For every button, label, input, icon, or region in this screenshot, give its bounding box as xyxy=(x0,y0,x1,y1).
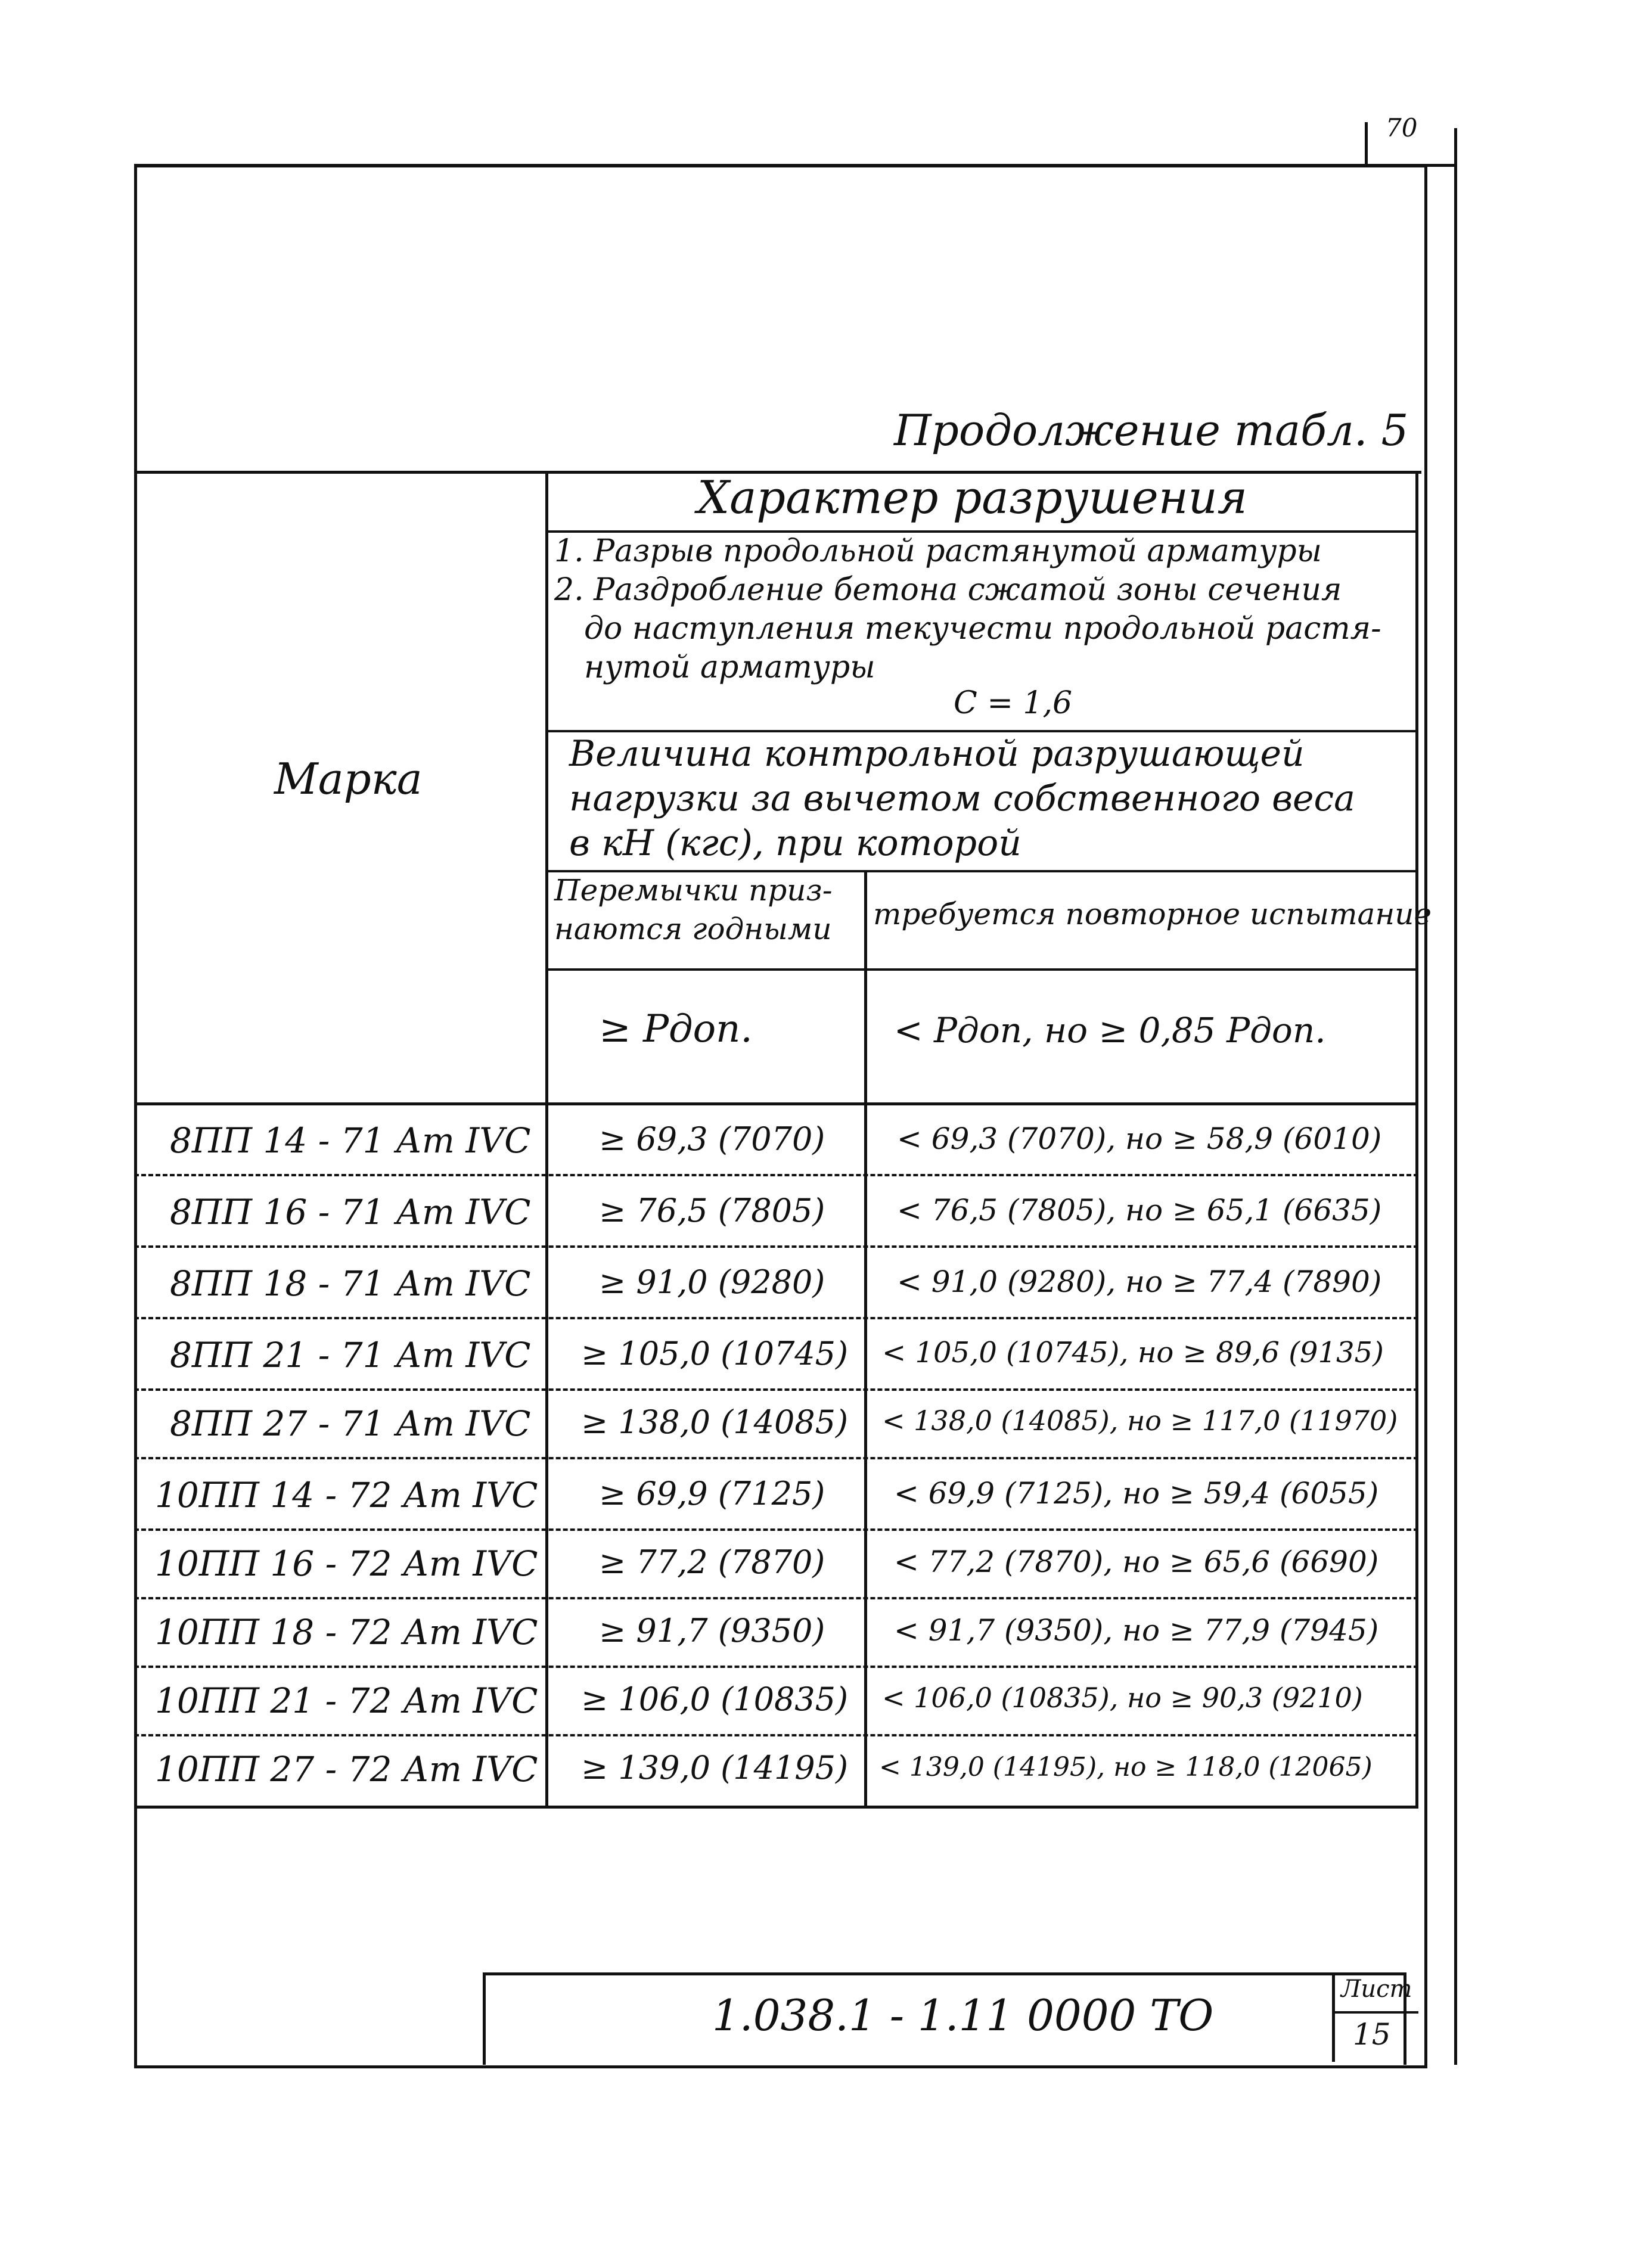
row-retest-value: < 69,3 (7070), но ≥ 58,9 (6010) xyxy=(897,1121,1382,1156)
retest-condition: < Рдоп, но ≥ 0,85 Рдоп. xyxy=(894,1010,1326,1051)
sheet-number: 15 xyxy=(1353,2017,1391,2052)
row-separator xyxy=(134,1388,1418,1391)
row-mark: 10ПП 21 - 72 Ат IVC xyxy=(155,1680,538,1721)
row-mark: 8ПП 16 - 71 Ат IVC xyxy=(170,1192,531,1232)
row-retest-value: < 138,0 (14085), но ≥ 117,0 (11970) xyxy=(882,1405,1398,1437)
failure-type-header: Характер разрушения xyxy=(697,471,1248,524)
row-accept-value: ≥ 139,0 (14195) xyxy=(581,1749,849,1787)
row-accept-value: ≥ 69,9 (7125) xyxy=(599,1475,825,1512)
row-separator xyxy=(134,1317,1418,1319)
row-accept-value: ≥ 76,5 (7805) xyxy=(599,1192,825,1229)
failure-line-3: до наступления текучести продольной растя- xyxy=(584,611,1381,647)
row-mark: 8ПП 18 - 71 Ат IVC xyxy=(170,1263,531,1304)
accept-condition: ≥ Рдоп. xyxy=(599,1007,753,1051)
header-line-4 xyxy=(545,968,1418,971)
load-line-2: нагрузки за вычетом собственного веса xyxy=(569,778,1355,819)
row-retest-value: < 106,0 (10835), но ≥ 90,3 (9210) xyxy=(882,1682,1363,1714)
sheet-cell-divider xyxy=(1332,2011,1418,2014)
sheet-label: Лист xyxy=(1341,1975,1412,2003)
table-caption: Продолжение табл. 5 xyxy=(894,405,1409,455)
header-line-3 xyxy=(545,870,1418,872)
header-bottom-border xyxy=(134,1102,1418,1105)
row-mark: 8ПП 27 - 71 Ат IVC xyxy=(170,1403,531,1444)
row-separator xyxy=(134,1528,1418,1531)
page-number-divider xyxy=(1365,122,1368,167)
row-separator xyxy=(134,1666,1418,1668)
row-mark: 8ПП 21 - 71 Ат IVC xyxy=(170,1335,531,1375)
row-accept-value: ≥ 77,2 (7870) xyxy=(599,1543,825,1581)
row-accept-value: ≥ 138,0 (14085) xyxy=(581,1403,849,1441)
row-retest-value: < 91,7 (9350), но ≥ 77,9 (7945) xyxy=(894,1613,1379,1648)
accept-header-line-1: Перемычки приз- xyxy=(554,873,833,908)
row-retest-value: < 139,0 (14195), но ≥ 118,0 (12065) xyxy=(879,1752,1373,1782)
header-line-2 xyxy=(545,730,1418,732)
row-retest-value: < 69,9 (7125), но ≥ 59,4 (6055) xyxy=(894,1476,1379,1511)
mark-column-divider xyxy=(545,471,548,1809)
row-separator xyxy=(134,1597,1418,1599)
row-accept-value: ≥ 69,3 (7070) xyxy=(599,1120,825,1158)
accept-header-line-2: наются годными xyxy=(554,912,832,946)
row-mark: 10ПП 16 - 72 Ат IVC xyxy=(155,1543,538,1584)
row-mark: 10ПП 14 - 72 Ат IVC xyxy=(155,1475,538,1515)
row-retest-value: < 76,5 (7805), но ≥ 65,1 (6635) xyxy=(897,1193,1382,1228)
row-retest-value: < 91,0 (9280), но ≥ 77,4 (7890) xyxy=(897,1265,1382,1299)
failure-line-4: нутой арматуры xyxy=(584,650,875,685)
row-accept-value: ≥ 106,0 (10835) xyxy=(581,1680,849,1718)
row-mark: 10ПП 27 - 72 Ат IVC xyxy=(155,1749,538,1789)
row-separator xyxy=(134,1734,1418,1736)
header-line-1 xyxy=(545,530,1418,533)
retest-header: требуется повторное испытание xyxy=(873,897,1432,931)
page-number: 70 xyxy=(1386,113,1418,142)
table-bottom-border xyxy=(134,1806,1418,1809)
coefficient-value: С = 1,6 xyxy=(954,685,1073,721)
load-line-1: Величина контрольной разрушающей xyxy=(569,733,1305,775)
document-code: 1.038.1 - 1.11 0000 ТО xyxy=(712,1990,1214,2040)
load-line-3: в кН (кгс), при которой xyxy=(569,822,1021,864)
row-separator xyxy=(134,1457,1418,1459)
row-separator xyxy=(134,1245,1418,1248)
failure-line-1: 1. Разрыв продольной растянутой арматуры xyxy=(554,533,1322,569)
right-margin-line xyxy=(1454,128,1457,2065)
row-mark: 8ПП 14 - 71 Ат IVC xyxy=(170,1120,531,1161)
row-accept-value: ≥ 105,0 (10745) xyxy=(581,1335,849,1372)
row-retest-value: < 105,0 (10745), но ≥ 89,6 (9135) xyxy=(882,1336,1384,1369)
row-retest-value: < 77,2 (7870), но ≥ 65,6 (6690) xyxy=(894,1545,1379,1579)
failure-line-2: 2. Раздробление бетона сжатой зоны сечения xyxy=(554,572,1342,608)
row-mark: 10ПП 18 - 72 Ат IVC xyxy=(155,1612,538,1652)
row-accept-value: ≥ 91,0 (9280) xyxy=(599,1263,825,1301)
row-accept-value: ≥ 91,7 (9350) xyxy=(599,1612,825,1649)
frame-top-extension xyxy=(1421,164,1457,167)
mark-column-header: Марка xyxy=(274,754,423,804)
title-block-divider xyxy=(1332,1972,1335,2062)
table-right-border xyxy=(1415,471,1418,1809)
row-separator xyxy=(134,1174,1418,1176)
